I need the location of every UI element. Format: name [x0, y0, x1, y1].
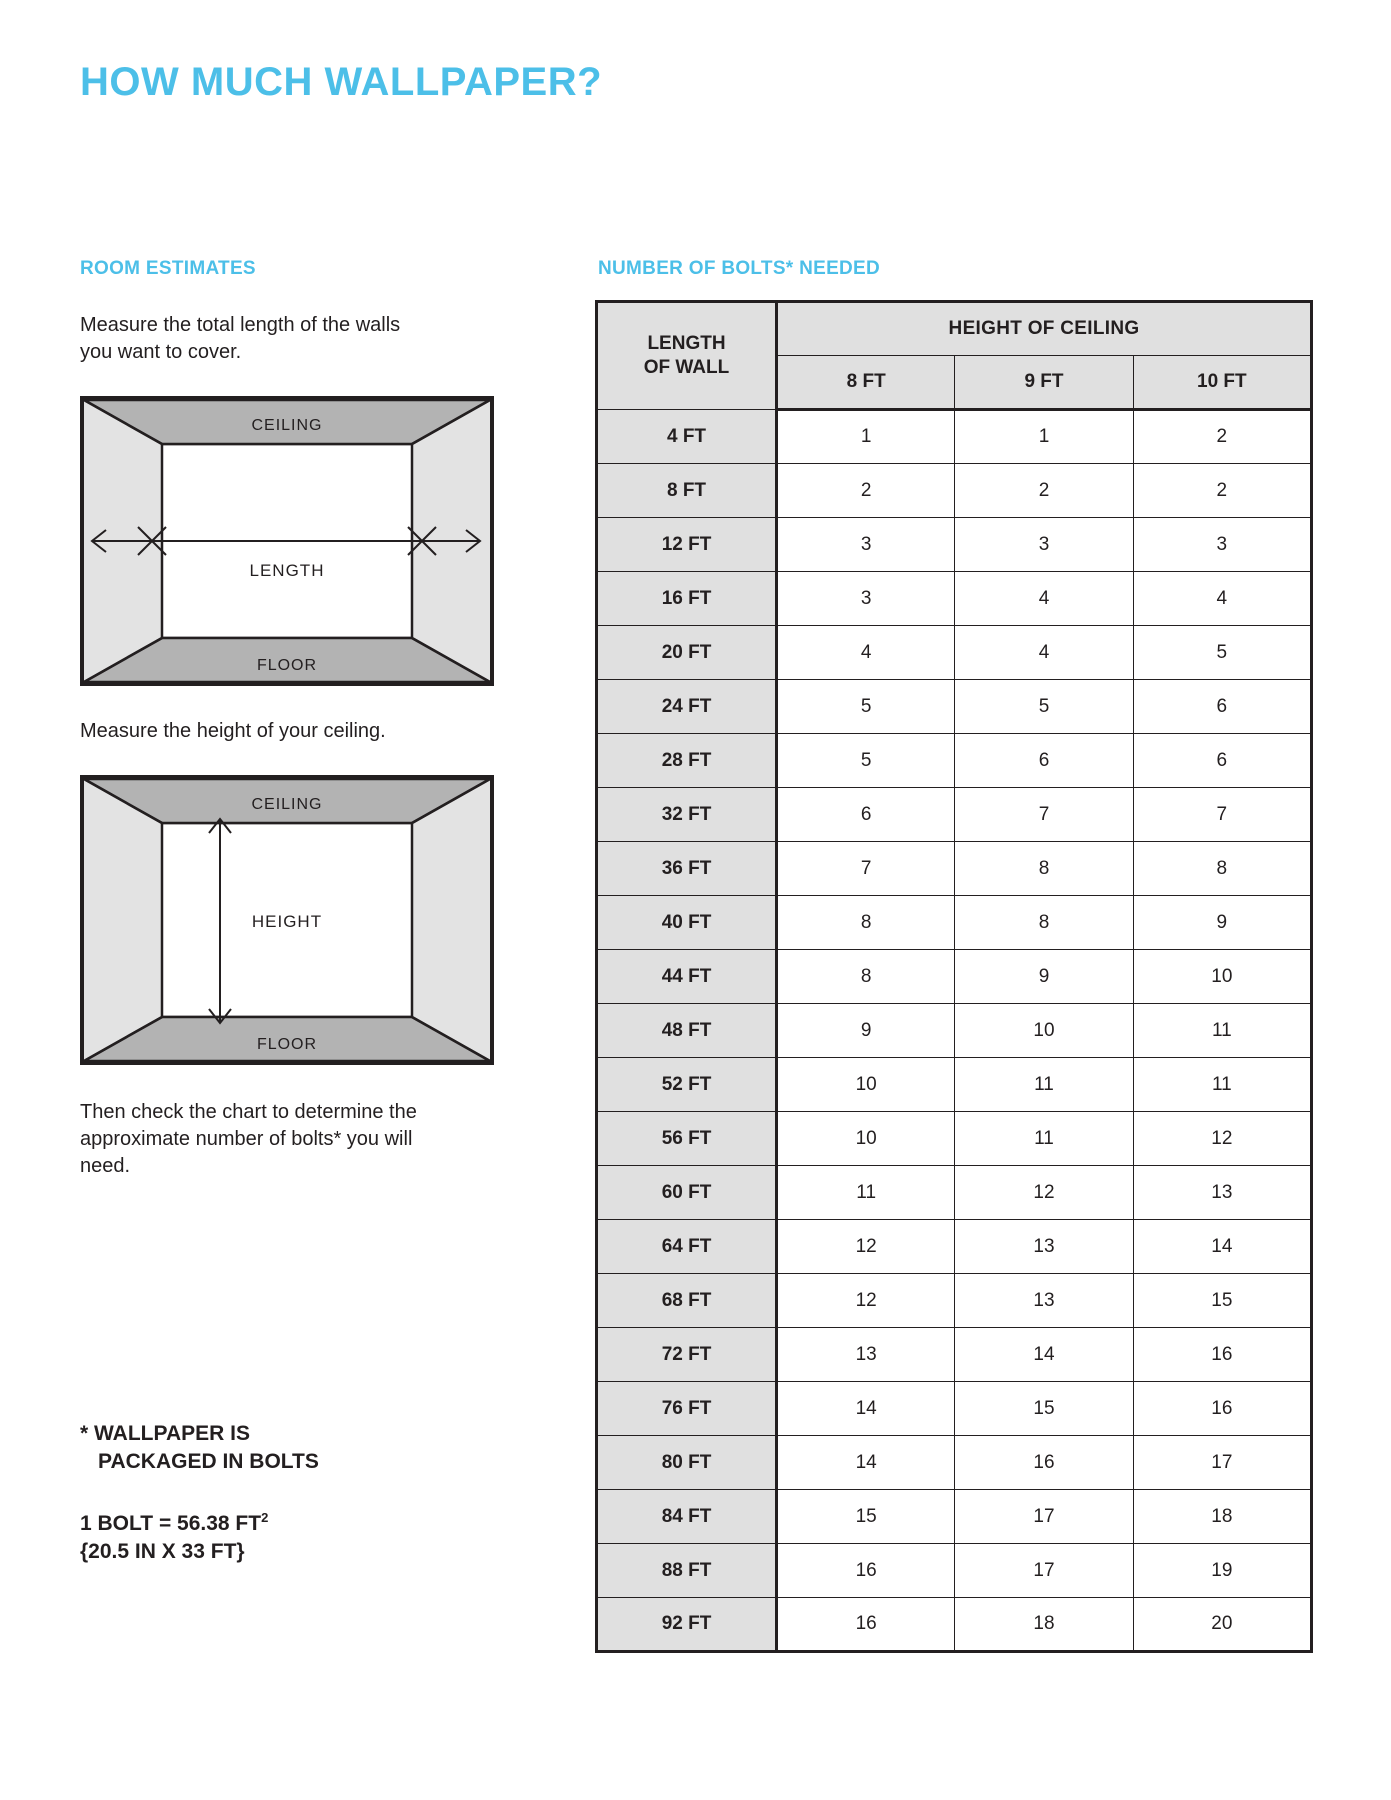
bolt-count-cell: 12 — [955, 1166, 1133, 1220]
row-label-40-ft: 40 FT — [597, 896, 777, 950]
row-label-72-ft: 72 FT — [597, 1328, 777, 1382]
row-label-36-ft: 36 FT — [597, 842, 777, 896]
room-estimates-column — [80, 258, 480, 1180]
table-row — [597, 788, 1312, 842]
bolt-count-cell: 4 — [955, 626, 1133, 680]
page-title: HOW MUCH WALLPAPER? — [80, 60, 603, 104]
table-row — [597, 1220, 1312, 1274]
row-label-16-ft: 16 FT — [597, 572, 777, 626]
svg-text:HEIGHT: HEIGHT — [251, 912, 323, 931]
room-diagram-length — [80, 396, 494, 686]
step-2-text: Measure the height of your ceiling. — [80, 720, 386, 742]
table-row — [597, 572, 1312, 626]
bolt-count-cell: 3 — [777, 518, 955, 572]
row-label-52-ft: 52 FT — [597, 1058, 777, 1112]
table-row — [597, 1112, 1312, 1166]
table-row — [597, 1490, 1312, 1544]
bolt-count-cell: 4 — [1133, 572, 1311, 626]
bolt-count-cell: 16 — [1133, 1382, 1311, 1436]
bolt-count-cell: 12 — [777, 1274, 955, 1328]
footnote-line-2: PACKAGED IN BOLTS — [98, 1450, 319, 1474]
bolt-count-cell: 14 — [777, 1382, 955, 1436]
row-label-32-ft: 32 FT — [597, 788, 777, 842]
bolt-count-cell: 8 — [1133, 842, 1311, 896]
row-label-4-ft: 4 FT — [597, 410, 777, 464]
bolt-count-cell: 19 — [1133, 1544, 1311, 1598]
bolt-count-cell: 2 — [1133, 410, 1311, 464]
bolt-count-cell: 15 — [955, 1382, 1133, 1436]
subheader-10ft: 10 FT — [1133, 356, 1311, 410]
bolt-count-cell: 11 — [955, 1058, 1133, 1112]
row-label-68-ft: 68 FT — [597, 1274, 777, 1328]
table-row — [597, 1598, 1312, 1652]
svg-text:CEILING: CEILING — [251, 796, 323, 813]
svg-text:FLOOR: FLOOR — [256, 657, 318, 674]
bolt-count-cell: 14 — [955, 1328, 1133, 1382]
bolt-count-cell: 6 — [1133, 680, 1311, 734]
footnote-line-4: {20.5 IN X 33 FT} — [80, 1540, 245, 1564]
bolt-count-cell: 15 — [1133, 1274, 1311, 1328]
table-row — [597, 1274, 1312, 1328]
bolt-count-cell: 4 — [777, 626, 955, 680]
bolt-count-cell: 3 — [777, 572, 955, 626]
subheader-8ft: 8 FT — [777, 356, 955, 410]
bolt-count-cell: 9 — [777, 1004, 955, 1058]
subheader-9ft: 9 FT — [955, 356, 1133, 410]
table-row — [597, 896, 1312, 950]
bolts-table — [595, 300, 1313, 1653]
bolt-count-cell: 8 — [777, 896, 955, 950]
svg-text:FLOOR: FLOOR — [256, 1036, 318, 1053]
bolt-count-cell: 5 — [777, 680, 955, 734]
bolt-count-cell: 2 — [1133, 464, 1311, 518]
row-label-28-ft: 28 FT — [597, 734, 777, 788]
table-row — [597, 680, 1312, 734]
table-row — [597, 518, 1312, 572]
bolt-count-cell: 10 — [777, 1112, 955, 1166]
room-diagram-height — [80, 775, 494, 1065]
table-row — [597, 1058, 1312, 1112]
bolt-count-cell: 16 — [777, 1598, 955, 1652]
table-row — [597, 1328, 1312, 1382]
bolt-count-cell: 11 — [955, 1112, 1133, 1166]
length-of-wall-line1: LENGTH — [647, 333, 726, 355]
bolt-count-cell: 17 — [955, 1490, 1133, 1544]
svg-text:LENGTH: LENGTH — [249, 561, 325, 580]
room-estimates-heading: ROOM ESTIMATES — [80, 258, 256, 279]
bolt-count-cell: 16 — [777, 1544, 955, 1598]
table-row — [597, 734, 1312, 788]
bolt-count-cell: 8 — [777, 950, 955, 1004]
bolt-count-cell: 11 — [1133, 1004, 1311, 1058]
bolt-count-cell: 9 — [1133, 896, 1311, 950]
bolt-count-cell: 4 — [955, 572, 1133, 626]
bolt-count-cell: 17 — [1133, 1436, 1311, 1490]
row-label-20-ft: 20 FT — [597, 626, 777, 680]
bolt-count-cell: 1 — [955, 410, 1133, 464]
bolt-count-cell: 18 — [1133, 1490, 1311, 1544]
table-row — [597, 464, 1312, 518]
bolt-count-cell: 14 — [777, 1436, 955, 1490]
bolt-count-cell: 7 — [777, 842, 955, 896]
row-label-64-ft: 64 FT — [597, 1220, 777, 1274]
bolt-count-cell: 8 — [955, 842, 1133, 896]
table-row — [597, 626, 1312, 680]
table-row — [597, 1004, 1312, 1058]
bolt-count-cell: 10 — [1133, 950, 1311, 1004]
bolt-count-cell: 10 — [777, 1058, 955, 1112]
bolt-count-cell: 16 — [1133, 1328, 1311, 1382]
bolt-count-cell: 12 — [777, 1220, 955, 1274]
bolt-count-cell: 3 — [1133, 518, 1311, 572]
table-row — [597, 1166, 1312, 1220]
bolt-count-cell: 16 — [955, 1436, 1133, 1490]
svg-text:CEILING: CEILING — [251, 417, 323, 434]
table-row — [597, 842, 1312, 896]
table-row — [597, 950, 1312, 1004]
row-label-88-ft: 88 FT — [597, 1544, 777, 1598]
table-header-row-1 — [597, 302, 1312, 356]
footnote-block — [80, 1420, 500, 1566]
bolt-count-cell: 13 — [955, 1274, 1133, 1328]
bolt-count-cell: 13 — [777, 1328, 955, 1382]
bolt-count-cell: 13 — [955, 1220, 1133, 1274]
bolts-table-heading: NUMBER OF BOLTS* NEEDED — [598, 258, 881, 279]
bolt-count-cell: 7 — [1133, 788, 1311, 842]
table-row — [597, 410, 1312, 464]
bolt-count-cell: 1 — [777, 410, 955, 464]
row-label-84-ft: 84 FT — [597, 1490, 777, 1544]
table-body — [597, 410, 1312, 1652]
table-row — [597, 1436, 1312, 1490]
step-3-text: Then check the chart to determine the approximate number of bolts* you will need. — [80, 1101, 417, 1177]
footnote-line-1: * WALLPAPER IS — [80, 1422, 250, 1445]
bolt-count-cell: 10 — [955, 1004, 1133, 1058]
bolt-count-cell: 18 — [955, 1598, 1133, 1652]
row-label-24-ft: 24 FT — [597, 680, 777, 734]
bolt-area-text: 1 BOLT = 56.38 FT — [80, 1511, 262, 1535]
bolt-count-cell: 11 — [777, 1166, 955, 1220]
row-label-8-ft: 8 FT — [597, 464, 777, 518]
bolt-count-cell: 6 — [955, 734, 1133, 788]
bolt-count-cell: 12 — [1133, 1112, 1311, 1166]
footnote-line-3 — [80, 1509, 500, 1538]
row-label-92-ft: 92 FT — [597, 1598, 777, 1652]
row-label-80-ft: 80 FT — [597, 1436, 777, 1490]
row-label-60-ft: 60 FT — [597, 1166, 777, 1220]
bolt-count-cell: 15 — [777, 1490, 955, 1544]
bolt-count-cell: 3 — [955, 518, 1133, 572]
bolts-table-container — [595, 300, 1313, 1653]
bolt-count-cell: 6 — [777, 788, 955, 842]
height-of-ceiling-header: HEIGHT OF CEILING — [777, 302, 1312, 356]
bolt-count-cell: 8 — [955, 896, 1133, 950]
step-1-text: Measure the total length of the walls you want to cover. — [80, 314, 401, 363]
bolt-count-cell: 11 — [1133, 1058, 1311, 1112]
bolt-count-cell: 5 — [1133, 626, 1311, 680]
bolt-area-exponent: 2 — [261, 1509, 269, 1525]
table-row — [597, 1382, 1312, 1436]
row-label-48-ft: 48 FT — [597, 1004, 777, 1058]
bolt-count-cell: 14 — [1133, 1220, 1311, 1274]
bolt-count-cell: 13 — [1133, 1166, 1311, 1220]
bolt-count-cell: 7 — [955, 788, 1133, 842]
bolt-count-cell: 20 — [1133, 1598, 1311, 1652]
bolt-count-cell: 9 — [955, 950, 1133, 1004]
bolt-count-cell: 5 — [955, 680, 1133, 734]
row-label-44-ft: 44 FT — [597, 950, 777, 1004]
row-label-76-ft: 76 FT — [597, 1382, 777, 1436]
bolt-count-cell: 6 — [1133, 734, 1311, 788]
table-row — [597, 1544, 1312, 1598]
length-of-wall-header — [597, 302, 777, 410]
length-of-wall-line2: OF WALL — [643, 357, 730, 378]
table-head — [597, 302, 1312, 410]
bolt-count-cell: 2 — [777, 464, 955, 518]
row-label-12-ft: 12 FT — [597, 518, 777, 572]
bolt-count-cell: 17 — [955, 1544, 1133, 1598]
bolt-count-cell: 2 — [955, 464, 1133, 518]
row-label-56-ft: 56 FT — [597, 1112, 777, 1166]
bolt-count-cell: 5 — [777, 734, 955, 788]
